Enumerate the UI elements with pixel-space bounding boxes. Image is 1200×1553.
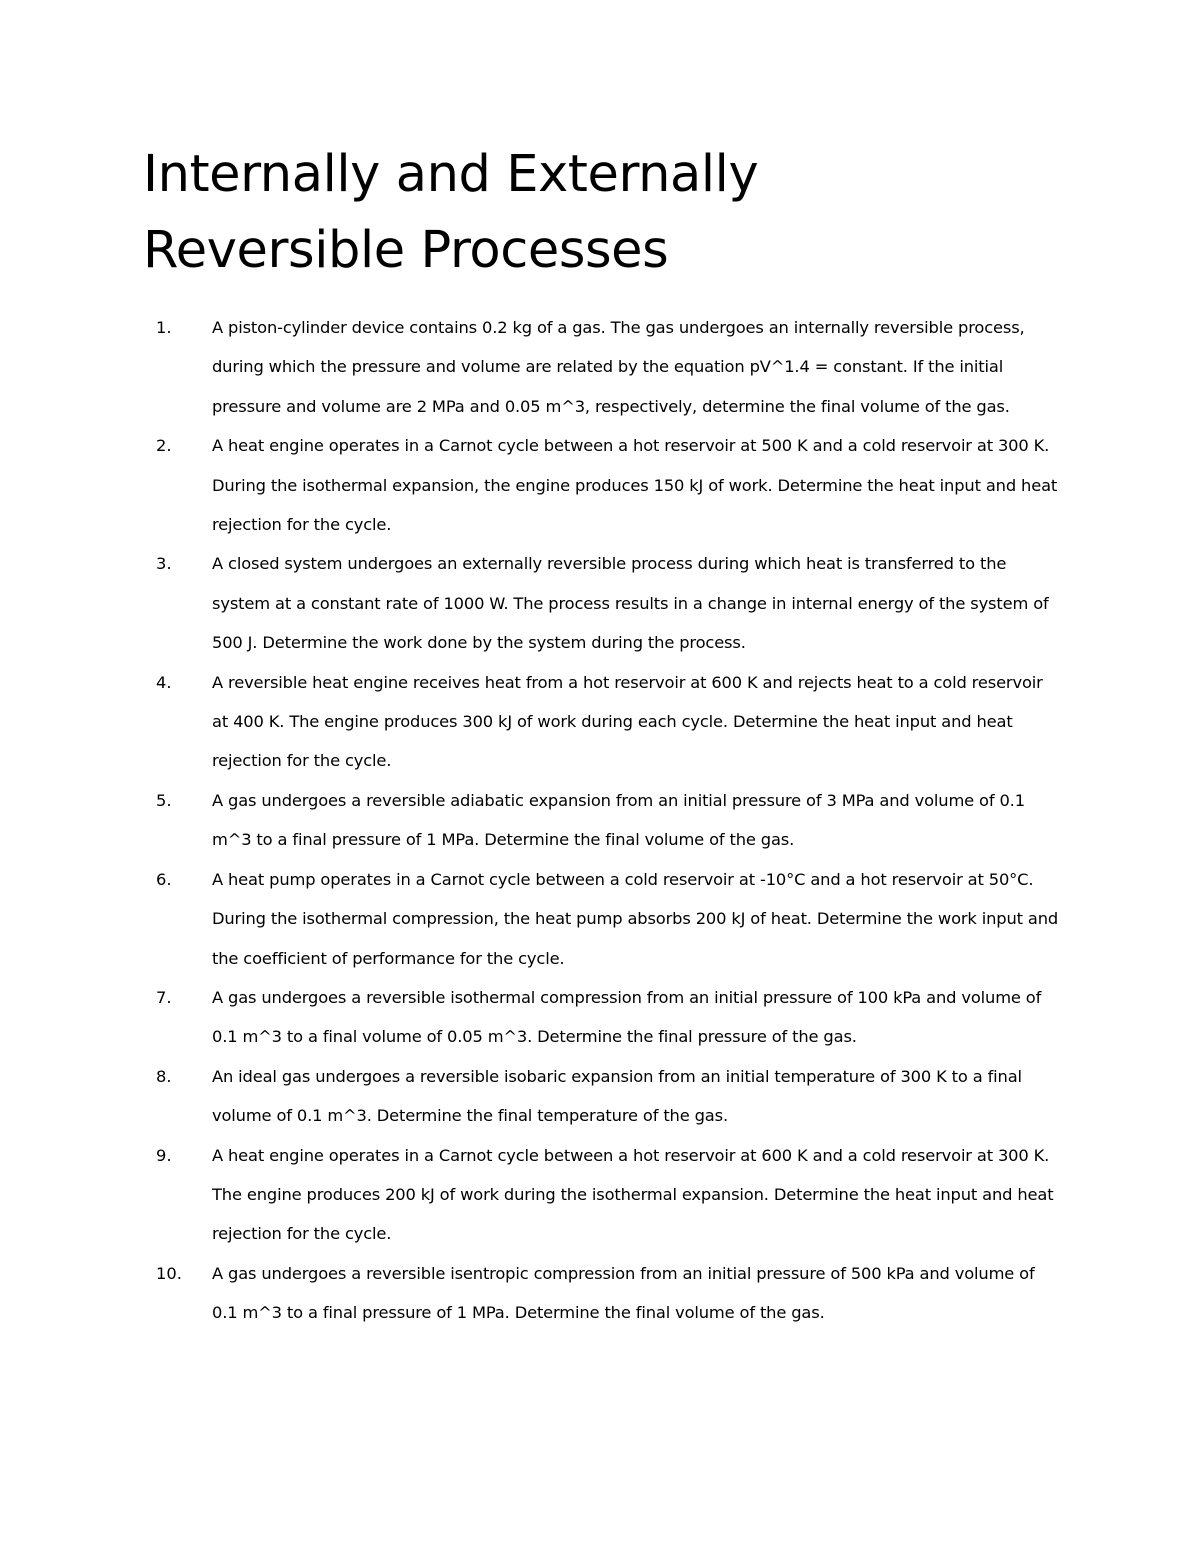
problem-number: 3. [156, 554, 172, 574]
problem-text: A gas undergoes a reversible isentropic compression from an initial pressure of 500 kPa and volume of 0.1 m^3 to a final pressure of 1 MPa. Determine the final volume of the gas. [212, 1263, 1035, 1323]
problem-text: A heat engine operates in a Carnot cycle between a hot reservoir at 500 K and a cold reservoir at 300 K. During the isothermal expansion, the engine produces 150 kJ of work. Determine the heat input and heat rejection for the cycle. [212, 436, 1058, 535]
problem-number: 4. [156, 672, 172, 692]
problem-item-3 [0, 544, 1200, 662]
problem-text: A closed system undergoes an externally reversible process during which heat is transferred to the system at a constant rate of 1000 W. The process results in a change in internal energy of the system of 500 J. Determine the work done by the system during the process. [212, 554, 1049, 653]
problem-number: 9. [156, 1145, 172, 1165]
problem-number: 8. [156, 1066, 172, 1086]
document-title [143, 137, 1043, 289]
problem-text: A gas undergoes a reversible adiabatic expansion from an initial pressure of 3 MPa and volume of 0.1 m^3 to a final pressure of 1 MPa. Determine the final volume of the gas. [212, 790, 1025, 850]
problem-list [0, 308, 1200, 1333]
problem-item-5 [0, 781, 1200, 860]
problem-number: 7. [156, 987, 172, 1007]
problem-item-2 [0, 426, 1200, 544]
problem-item-1 [0, 308, 1200, 426]
problem-number: 6. [156, 869, 172, 889]
problem-number: 5. [156, 790, 172, 810]
problem-item-6 [0, 860, 1200, 978]
problem-text: A piston-cylinder device contains 0.2 kg of a gas. The gas undergoes an internally reversible process, during which the pressure and volume are related by the equation pV^1.4 = constant. If the initial pressure and volume are 2 MPa and 0.05 m^3, respectively, determine the final volume of the gas. [212, 318, 1025, 416]
problem-item-9 [0, 1136, 1200, 1254]
problem-text: A heat engine operates in a Carnot cycle between a hot reservoir at 600 K and a cold reservoir at 300 K. The engine produces 200 kJ of work during the isothermal expansion. Determine the heat input and heat rejection for the cycle. [212, 1145, 1054, 1244]
problem-text: A heat pump operates in a Carnot cycle between a cold reservoir at -10°C and a hot reservoir at 50°C. During the isothermal compression, the heat pump absorbs 200 kJ of heat. Determine the work input and the coefficient of performance for the cycle. [212, 869, 1059, 968]
problem-text: An ideal gas undergoes a reversible isobaric expansion from an initial temperature of 300 K to a final volume of 0.1 m^3. Determine the final temperature of the gas. [212, 1066, 1022, 1126]
problem-number: 2. [156, 436, 172, 456]
title-line-2: Reversible Processes [143, 221, 669, 280]
problem-item-10 [0, 1254, 1200, 1333]
problem-number: 10. [156, 1263, 182, 1283]
problem-number: 1. [156, 318, 172, 337]
title-line-1: Internally and Externally [143, 145, 759, 204]
problem-text: A reversible heat engine receives heat from a hot reservoir at 600 K and rejects heat to a cold reservoir at 400 K. The engine produces 300 kJ of work during each cycle. Determine the heat input and heat rejection for the cycle. [212, 672, 1043, 771]
problem-item-8 [0, 1057, 1200, 1136]
problem-text: A gas undergoes a reversible isothermal compression from an initial pressure of 100 kPa and volume of 0.1 m^3 to a final volume of 0.05 m^3. Determine the final pressure of the gas. [212, 987, 1042, 1047]
problem-item-7 [0, 978, 1200, 1057]
problem-item-4 [0, 663, 1200, 781]
